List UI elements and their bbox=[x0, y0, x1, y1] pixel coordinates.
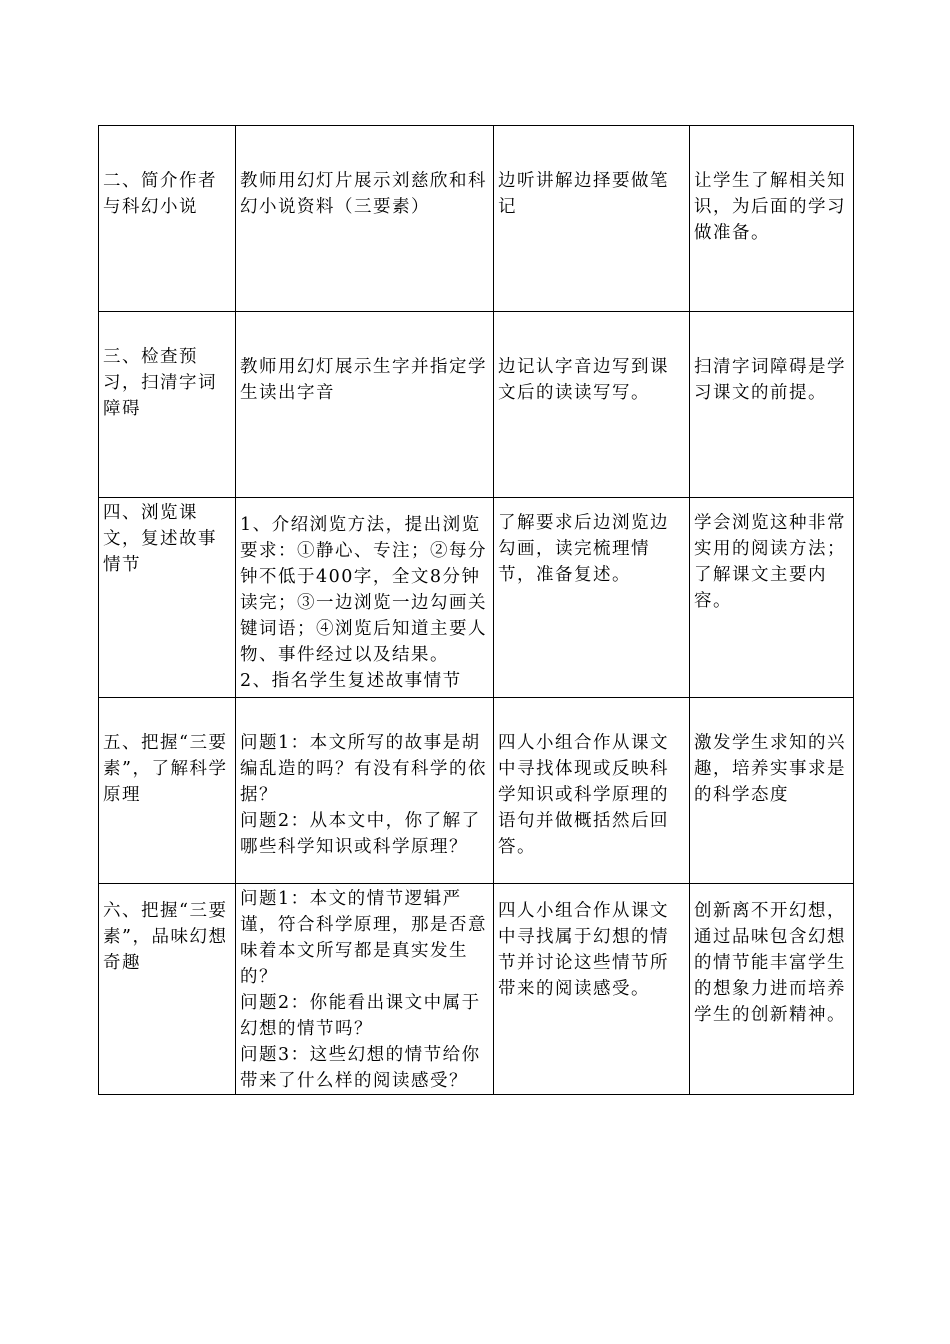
teacher-activity-cell bbox=[236, 884, 494, 1095]
step-text: 五、把握“三要素”，了解科学原理 bbox=[103, 733, 228, 805]
teacher-activity-text: 1、介绍浏览方法，提出浏览要求：①静心、专注；②每分钟不低于400字，全文8分钟读完；③一边浏览一边勾画关键词语；④浏览后知道主要人物、事件经过以及结果。 2、指名学生复述故事情节 bbox=[240, 515, 487, 691]
step-cell bbox=[99, 698, 236, 884]
lesson-plan-table bbox=[98, 125, 854, 1095]
student-activity-cell bbox=[494, 698, 690, 884]
purpose-text: 扫清字词障碍是学习课文的前提。 bbox=[694, 357, 846, 403]
purpose-cell bbox=[690, 312, 854, 498]
step-text: 二、简介作者与科幻小说 bbox=[103, 171, 217, 217]
student-activity-cell bbox=[494, 312, 690, 498]
student-activity-text: 边听讲解边择要做笔记 bbox=[498, 171, 669, 217]
teacher-activity-cell bbox=[236, 126, 494, 312]
step-cell bbox=[99, 884, 236, 1095]
purpose-text: 学会浏览这种非常实用的阅读方法；了解课文主要内容。 bbox=[694, 513, 846, 611]
teacher-activity-text: 问题1：本文的情节逻辑严谨，符合科学原理，那是否意味着本文所写都是真实发生的？ 问题2：你能看出课文中属于幻想的情节吗？ 问题3：这些幻想的情节给你带来了什么样的阅读感受？ bbox=[240, 889, 487, 1091]
purpose-cell bbox=[690, 498, 854, 698]
teacher-activity-text: 教师用幻灯片展示刘慈欣和科幻小说资料（三要素） bbox=[240, 171, 487, 217]
step-cell bbox=[99, 312, 236, 498]
teacher-activity-text: 教师用幻灯展示生字并指定学生读出字音 bbox=[240, 357, 487, 403]
student-activity-text: 边记认字音边写到课文后的读读写写。 bbox=[498, 357, 669, 403]
step-text: 三、检查预习，扫清字词障碍 bbox=[103, 347, 217, 419]
table-row-step-3 bbox=[99, 312, 854, 498]
purpose-cell bbox=[690, 698, 854, 884]
teacher-activity-cell bbox=[236, 312, 494, 498]
teacher-activity-cell bbox=[236, 698, 494, 884]
purpose-text: 激发学生求知的兴趣，培养实事求是的科学态度 bbox=[694, 733, 846, 805]
purpose-cell bbox=[690, 126, 854, 312]
table-row-step-6 bbox=[99, 884, 854, 1095]
table-row-step-2 bbox=[99, 126, 854, 312]
step-text: 六、把握“三要素”，品味幻想奇趣 bbox=[103, 901, 228, 973]
student-activity-cell bbox=[494, 126, 690, 312]
teacher-activity-cell bbox=[236, 498, 494, 698]
purpose-text: 让学生了解相关知识，为后面的学习做准备。 bbox=[694, 171, 846, 243]
table-row-step-5 bbox=[99, 698, 854, 884]
step-cell bbox=[99, 498, 236, 698]
teacher-activity-text: 问题1：本文所写的故事是胡编乱造的吗？有没有科学的依据？ 问题2：从本文中，你了解了哪些科学知识或科学原理？ bbox=[240, 733, 487, 857]
purpose-text: 创新离不开幻想，通过品味包含幻想的情节能丰富学生的想象力进而培养学生的创新精神。 bbox=[694, 901, 846, 1025]
step-text: 四、浏览课文，复述故事情节 bbox=[103, 503, 217, 575]
step-cell bbox=[99, 126, 236, 312]
student-activity-cell bbox=[494, 498, 690, 698]
student-activity-text: 四人小组合作从课文中寻找属于幻想的情节并讨论这些情节所带来的阅读感受。 bbox=[498, 901, 669, 999]
purpose-cell bbox=[690, 884, 854, 1095]
table-row-step-4 bbox=[99, 498, 854, 698]
student-activity-cell bbox=[494, 884, 690, 1095]
student-activity-text: 了解要求后边浏览边勾画，读完梳理情节，准备复述。 bbox=[498, 513, 669, 585]
student-activity-text: 四人小组合作从课文中寻找体现或反映科学知识或科学原理的语句并做概括然后回答。 bbox=[498, 733, 669, 857]
